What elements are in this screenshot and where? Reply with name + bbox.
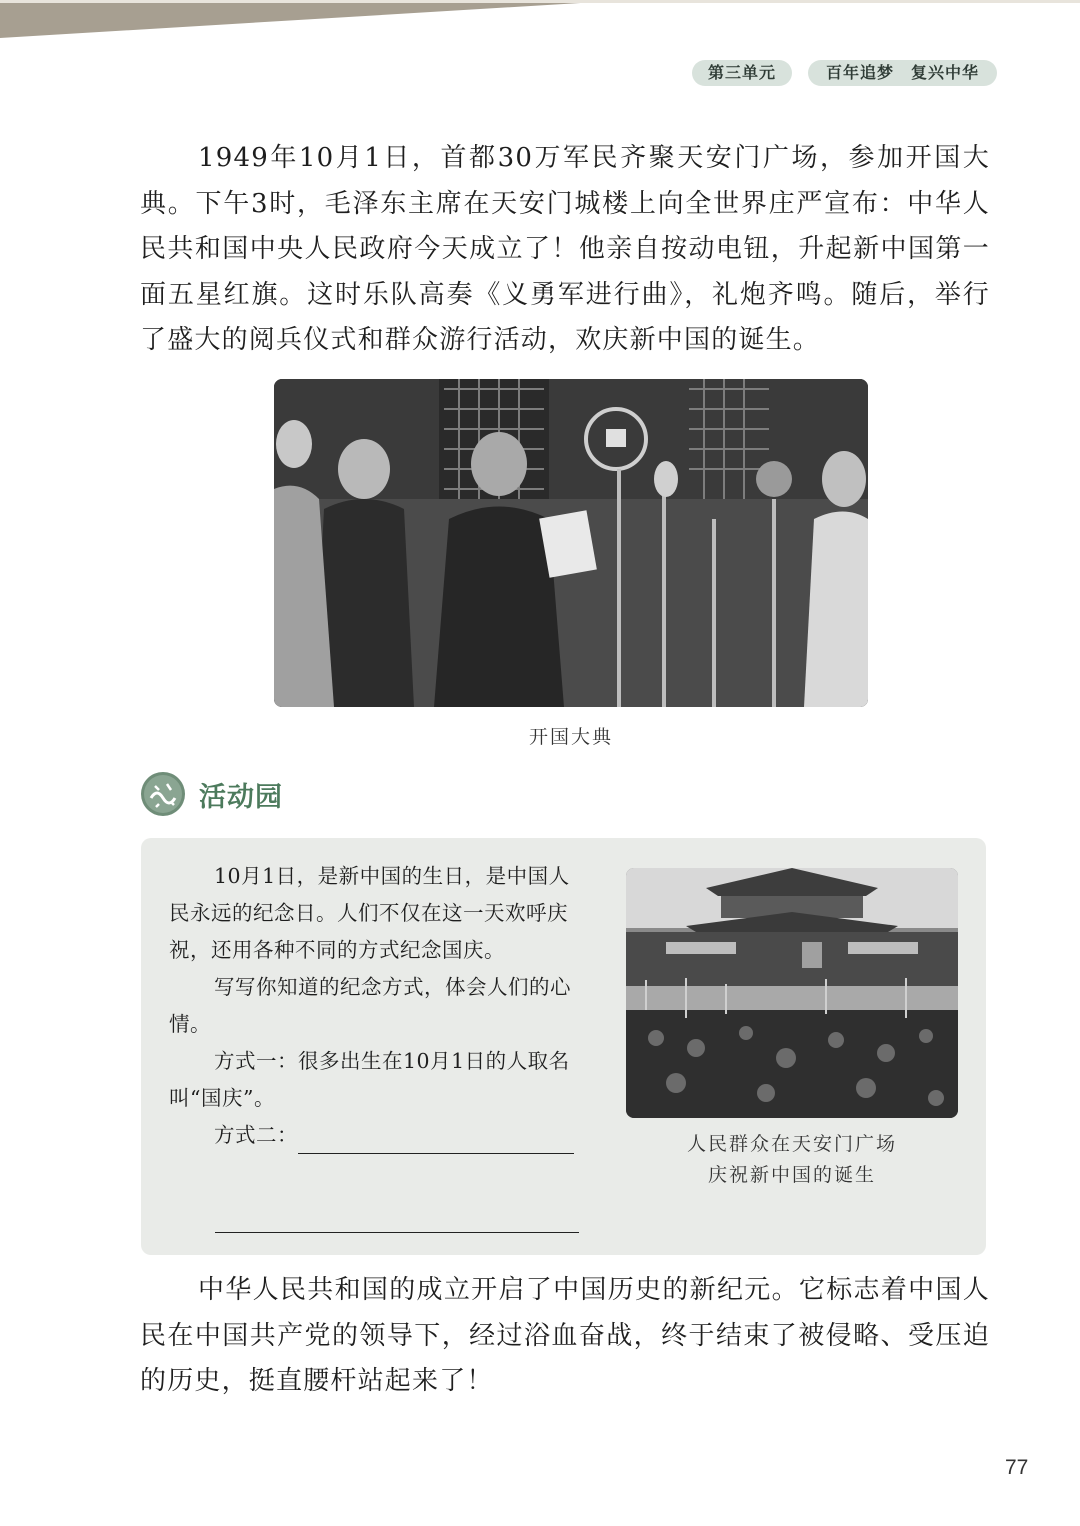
unit-label: 第三单元 xyxy=(692,60,792,86)
photo2-caption-line1: 人民群众在天安门广场 xyxy=(686,1133,897,1155)
activity-paragraph: 10月1日，是新中国的生日，是中国人民永远的纪念日。人们不仅在这一天欢呼庆祝，还用各种不同的方式纪念国庆。 xyxy=(169,864,570,962)
intro-paragraph: 1949年10月1日，首都30万军民齐聚天安门广场，参加开国大典。下午3时，毛泽东主席在天安门城楼上向全世界庄严宣布：中华人民共和国中央人民政府今天成立了！他亲自按动电钮，升起新中国第一面五星红旗。这时乐队高奏《义勇军进行曲》，礼炮齐鸣。随后，举行了盛大的阅兵仪式和群众游行活动，欢庆新中国的诞生。 xyxy=(140,143,990,355)
activity-paragraph: 方式一：很多出生在10月1日的人取名叫“国庆”。 xyxy=(169,1049,570,1110)
photo2-caption xyxy=(626,1129,958,1191)
activity-paragraph: 写写你知道的纪念方式，体会人们的心情。 xyxy=(169,975,571,1036)
fill-prompt: 方式二： xyxy=(214,1123,298,1147)
page-number: 77 xyxy=(1005,1456,1029,1479)
answer-blank-line[interactable] xyxy=(298,1131,574,1154)
top-decorative-band xyxy=(0,0,1080,42)
unit-title: 百年追梦 复兴中华 xyxy=(808,60,997,86)
activity-header xyxy=(141,772,283,816)
unit-header xyxy=(692,60,997,86)
founding-ceremony-photo xyxy=(274,379,868,707)
closing-paragraph: 中华人民共和国的成立开启了中国历史的新纪元。它标志着中国人民在中国共产党的领导下，经过浴血奋战，终于结束了被侵略、受压迫的历史，挺直腰杆站起来了！ xyxy=(140,1275,990,1396)
photo1-caption: 开国大典 xyxy=(528,726,613,748)
tiananmen-celebration-photo xyxy=(626,868,958,1118)
activity-emblem-icon xyxy=(141,772,185,816)
photo2-caption-line2: 庆祝新中国的诞生 xyxy=(707,1164,876,1186)
activity-text xyxy=(169,858,581,1154)
activity-title: 活动园 xyxy=(199,781,283,813)
fill-in-row xyxy=(169,1117,581,1154)
answer-blank-line-2[interactable] xyxy=(215,1232,579,1233)
